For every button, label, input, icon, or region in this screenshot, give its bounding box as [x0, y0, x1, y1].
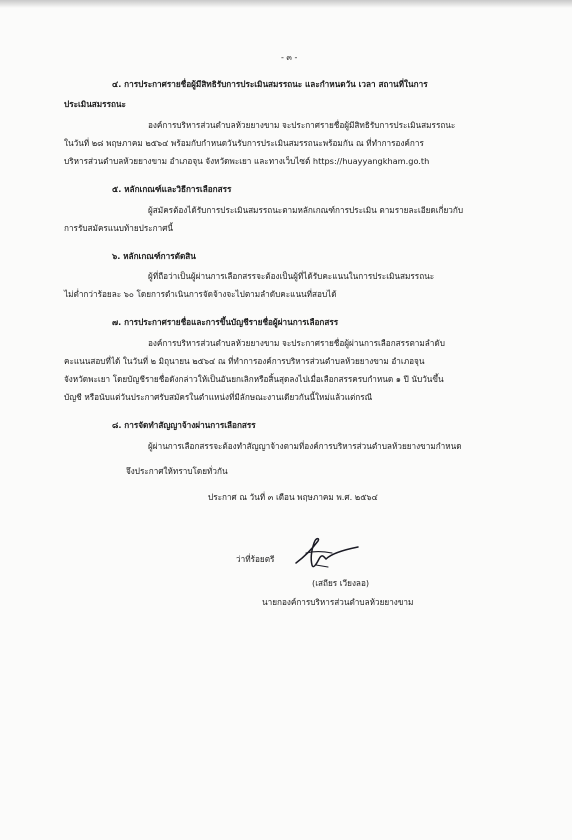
- scan-edge-shadow: [0, 0, 572, 8]
- section-7-body-line: จังหวัดพะเยา โดยบัญชีรายชื่อดังกล่าวให้เป็นอันยกเลิกหรือสิ้นสุดลงไปเมื่อเลือกสรรครบกำหนด ๑ ปี นับวันขึ้น: [64, 374, 444, 384]
- section-7-body-line: องค์การบริหารส่วนตำบลห้วยยางขาม จะประกาศรายชื่อผู้ผ่านการเลือกสรรตามลำดับ: [148, 338, 445, 348]
- signer-position: นายกองค์การบริหารส่วนตำบลห้วยยางขาม: [262, 597, 414, 607]
- section-8-heading: ๘. การจัดทำสัญญาจ้างผ่านการเลือกสรร: [112, 420, 256, 430]
- section-5-body-line: การรับสมัครแนบท้ายประกาศนี้: [64, 223, 174, 233]
- section-4-body-line: องค์การบริหารส่วนตำบลห้วยยางขาม จะประกาศรายชื่อผู้มีสิทธิรับการประเมินสมรรถนะ: [148, 120, 456, 130]
- section-8-body-line: ผู้ผ่านการเลือกสรรจะต้องทำสัญญาจ้างตามที่องค์การบริหารส่วนตำบลห้วยยางขามกำหนด: [148, 441, 462, 451]
- handwritten-signature: [292, 535, 362, 571]
- section-7-body-line: คะแนนสอบที่ได้ ในวันที่ ๒ มิถุนายน ๒๕๖๔ ณ ที่ทำการองค์การบริหารส่วนตำบลห้วยยางขาม อำเภอจุน: [64, 356, 425, 366]
- page-number: - ๓ -: [281, 53, 298, 62]
- announcement-date: ประกาศ ณ วันที่ ๓ เดือน พฤษภาคม พ.ศ. ๒๕๖๔: [208, 492, 378, 502]
- section-4-heading: ๔. การประกาศรายชื่อผู้มีสิทธิรับการประเมินสมรรถนะ และกำหนดวัน เวลา สถานที่ในการ: [112, 79, 428, 89]
- section-4-body-line: บริหารส่วนตำบลห้วยยางขาม อำเภอจุน จังหวัดพะเยา และทางเว็บไซต์ https://huayyangkham.go.th: [64, 156, 430, 166]
- section-7-body-line: บัญชี หรือนับแต่วันประกาศรับสมัครในตำแหน่งที่มีลักษณะงานเดียวกันนี้ใหม่แล้วแต่กรณี: [64, 392, 373, 402]
- section-5-heading: ๕. หลักเกณฑ์และวิธีการเลือกสรร: [112, 184, 232, 194]
- signer-name: (เสถียร เวียงลอ): [312, 578, 370, 588]
- closing-statement: จึงประกาศให้ทราบโดยทั่วกัน: [126, 466, 228, 476]
- section-4-body-line: ในวันที่ ๒๘ พฤษภาคม ๒๕๖๔ พร้อมกับกำหนดวันรับการประเมินสมรรถนะพร้อมกัน ณ ที่ทำการองค์การ: [64, 138, 424, 148]
- section-7-heading: ๗. การประกาศรายชื่อและการขึ้นบัญชีรายชื่อผู้ผ่านการเลือกสรร: [112, 317, 339, 327]
- section-6-body-line: ไม่ต่ำกว่าร้อยละ ๖๐ โดยการดำเนินการจัดจ้างจะไปตามลำดับคะแนนที่สอบได้: [64, 289, 337, 299]
- section-5-body-line: ผู้สมัครต้องได้รับการประเมินสมรรถนะตามหลักเกณฑ์การประเมิน ตามรายละเอียดเกี่ยวกับ: [148, 205, 464, 215]
- section-6-heading: ๖. หลักเกณฑ์การตัดสิน: [112, 251, 196, 261]
- signer-rank: ว่าที่ร้อยตรี: [236, 554, 275, 564]
- section-4-heading-cont: ประเมินสมรรถนะ: [64, 99, 126, 109]
- section-6-body-line: ผู้ที่ถือว่าเป็นผู้ผ่านการเลือกสรรจะต้องเป็นผู้ที่ได้รับคะแนนในการประเมินสมรรถนะ: [148, 271, 435, 281]
